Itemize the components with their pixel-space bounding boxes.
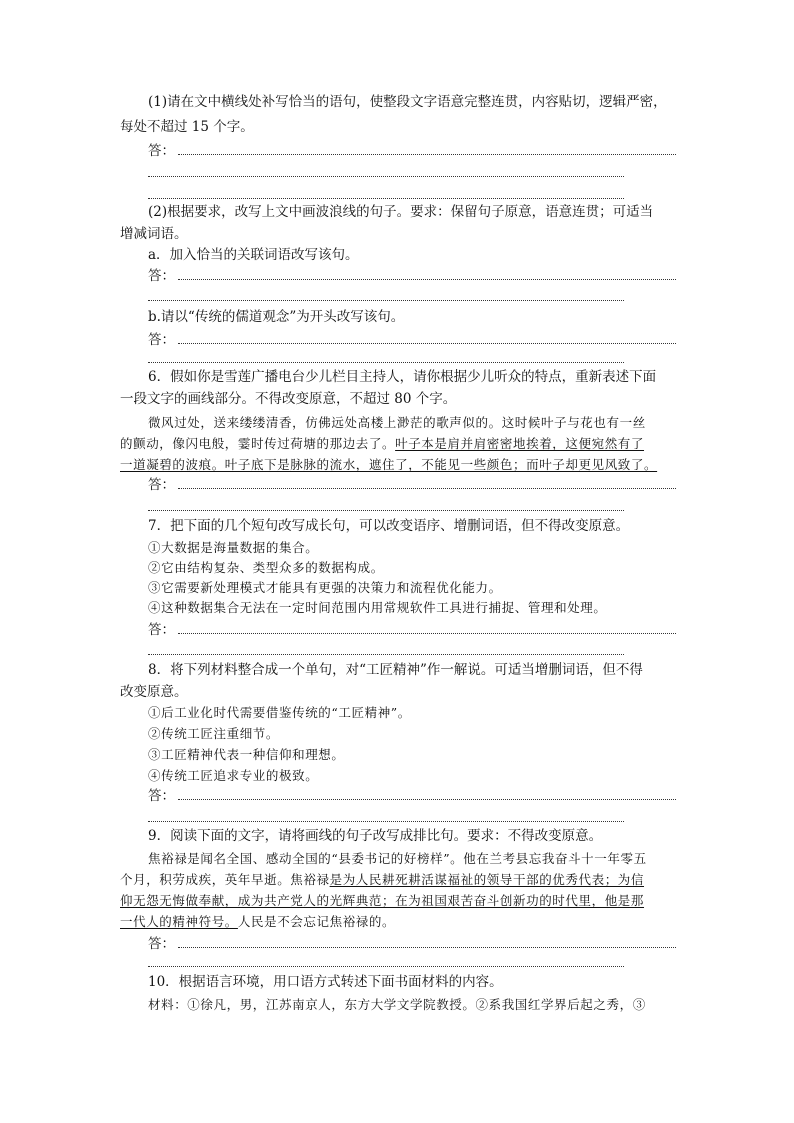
q9-text-line2: 个月，积劳成疾，英年早逝。焦裕禄是为人民耕死耕活谋福祉的领导干部的优秀代表；为信 (120, 872, 645, 887)
q6-prompt-line1: 6．假如你是雪莲广播电台少儿栏目主持人，请你根据少儿听众的特点，重新表述下面 (148, 369, 657, 385)
answer-blank[interactable] (148, 362, 624, 363)
answer-line[interactable]: 答： (148, 330, 676, 350)
q8-item-4: ④传统工匠追求专业的极致。 (148, 768, 319, 783)
q5-part2-line2: 增减词语。 (120, 226, 188, 242)
answer-blank[interactable] (148, 966, 624, 967)
q5-part2-a: a．加入恰当的关联词语改写该句。 (148, 247, 359, 263)
q5-part2-b: b.请以“传统的儒道观念”为开头改写该句。 (148, 309, 405, 325)
q7-item-4: ④这种数据集合无法在一定时间范围内用常规软件工具进行捕捉、管理和处理。 (148, 600, 607, 615)
answer-blank[interactable] (148, 198, 624, 199)
q7-item-3: ③它需要新处理模式才能具有更强的决策力和流程优化能力。 (148, 580, 502, 595)
underlined-text: 仰无怨无悔做奉献，成为共产党人的光辉典范；在为祖国艰苦奋斗创新功的时代里，他是那 (120, 893, 645, 908)
q10-prompt: 10．根据语言环境，用口语方式转述下面书面材料的内容。 (148, 974, 503, 990)
q5-part1-line1: (1)请在文中横线处补写恰当的语句，使整段文字语意完整连贯，内容贴切，逻辑严密， (148, 94, 667, 110)
q6-text-line2: 的颤动，像闪电般，霎时传过荷塘的那边去了。叶子本是肩并肩密密地挨着，这便宛然有了 (120, 436, 645, 451)
q5-part2-line1: (2)根据要求，改写上文中画波浪线的句子。要求：保留句子原意，语意连贯；可适当 (148, 204, 654, 220)
q5-part1-line2: 每处不超过 15 个字。 (120, 119, 254, 135)
q9-text-line3 (120, 891, 650, 911)
answer-line[interactable]: 答： (148, 620, 676, 640)
q8-item-3: ③工匠精神代表一种信仰和理想。 (148, 747, 345, 762)
q8-prompt-line1: 8．将下列材料整合成一个单句，对“工匠精神”作一解说。可适当增删词语，但不得 (148, 662, 643, 678)
answer-line[interactable]: 答： (148, 934, 676, 954)
q8-prompt-line2: 改变原意。 (120, 684, 188, 700)
answer-blank[interactable] (148, 176, 624, 177)
answer-line[interactable]: 答： (148, 786, 676, 806)
answer-line[interactable]: 答： (148, 475, 676, 495)
q6-prompt-line2: 一段文字的画线部分。不得改变原意，不超过 80 个字。 (120, 391, 457, 407)
q10-material-line1: 材料：①徐凡，男，江苏南京人，东方大学文学院教授。②系我国红学界后起之秀，③ (148, 997, 646, 1012)
underlined-text: 一道凝碧的波痕。叶子底下是脉脉的流水，遮住了，不能见一些颜色；而叶子却更见风致了。 (120, 457, 658, 472)
answer-line[interactable]: 答： (148, 141, 676, 161)
underlined-text: 是为人民耕死耕活谋福祉的领导干部的优秀代表；为信 (329, 872, 645, 887)
q8-item-2: ②传统工匠注重细节。 (148, 726, 280, 741)
q6-text-line1: 微风过处，送来缕缕清香，仿佛远处高楼上渺茫的歌声似的。这时候叶子与花也有一丝 (148, 415, 646, 430)
q6-text-line3 (120, 455, 658, 475)
q9-text-line4: 一代人的精神符号。人民是不会忘记焦裕禄的。 (120, 914, 396, 929)
answer-blank[interactable] (148, 300, 624, 301)
q7-prompt: 7．把下面的几个短句改写成长句，可以改变语序、增删词语，但不得改变原意。 (148, 518, 630, 534)
underlined-text: 一代人的精神符号。 (120, 914, 238, 929)
q9-text-line1: 焦裕禄是闻名全国、感动全国的“县委书记的好榜样”。他在兰考县忘我奋斗十一年零五 (148, 851, 647, 866)
q7-item-2: ②它由结构复杂、类型众多的数据构成。 (148, 560, 384, 575)
answer-line[interactable]: 答： (148, 266, 676, 286)
answer-blank[interactable] (148, 510, 624, 511)
answer-blank[interactable] (148, 654, 624, 655)
q9-prompt: 9．阅读下面的文字，请将画线的句子改写成排比句。要求：不得改变原意。 (148, 828, 603, 844)
q7-item-1: ①大数据是海量数据的集合。 (148, 540, 319, 555)
underlined-text: 叶子本是肩并肩密密地挨着，这便宛然有了 (395, 436, 645, 451)
answer-blank[interactable] (148, 821, 624, 822)
q8-item-1: ①后工业化时代需要借鉴传统的“工匠精神”。 (148, 705, 411, 720)
